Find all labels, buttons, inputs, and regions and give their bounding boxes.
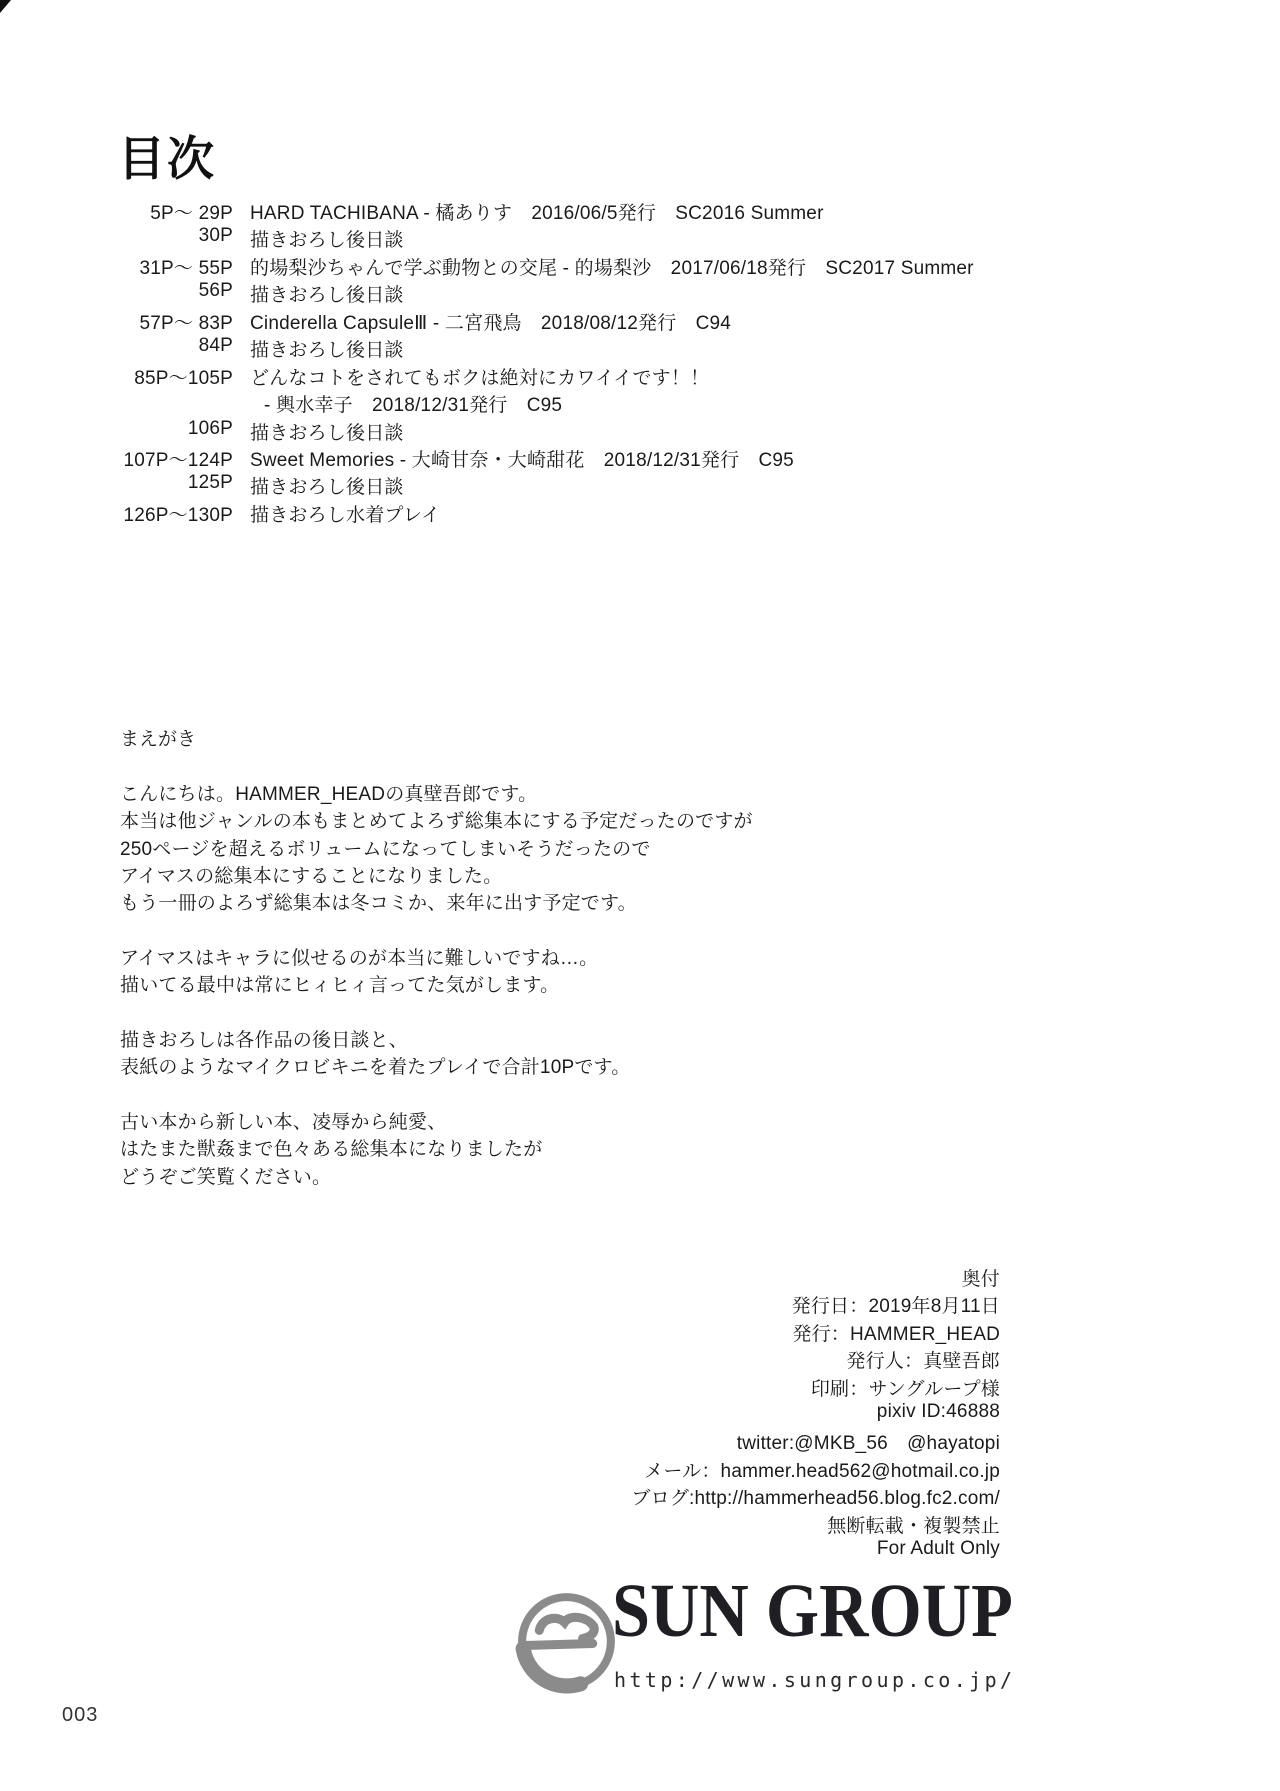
colophon-no-reproduction-notice: 無断転載・複製禁止 — [827, 1515, 1000, 1537]
colophon-adult-only-notice: For Adult Only — [876, 1537, 1000, 1559]
toc-page-range: 106P — [187, 417, 233, 439]
toc-page-range: 85P〜105P — [134, 367, 233, 389]
foreword-line: アイマスの総集本にすることになりました。 — [120, 866, 503, 888]
foreword-line: 本当は他ジャンルの本もまとめてよろず総集本にする予定だったのですが — [120, 811, 753, 833]
toc-page-range: 57P〜 83P — [139, 312, 233, 334]
toc-entry-title: Sweet Memories - 大崎甘奈・大崎甜花 2018/12/31発行 C95 — [250, 449, 794, 471]
foreword-heading: まえがき — [120, 729, 197, 750]
colophon-blog-url: ブログ:http://hammerhead56.blog.fc2.com/ — [631, 1488, 1000, 1510]
toc-page-range: 107P〜124P — [123, 449, 233, 471]
colophon-publisher: 発行：HAMMER_HEAD — [792, 1323, 1000, 1345]
toc-row — [100, 308, 1200, 335]
toc-row — [100, 225, 1200, 252]
foreword-line: こんにちは。HAMMER_HEADの真壁吾郎です。 — [120, 784, 538, 805]
foreword-blank-line — [120, 1080, 880, 1107]
toc-page-range: 31P〜 55P — [139, 257, 233, 279]
toc-row — [100, 198, 1200, 225]
colophon — [560, 1264, 1000, 1565]
foreword-line: アイマスはキャラに似せるのが本当に難しいですね…。 — [120, 948, 599, 970]
toc-entry-title: 描きおろし後日談 — [250, 285, 404, 307]
colophon-pixiv-id: pixiv ID:46888 — [876, 1400, 1000, 1422]
toc-entry-title: Cinderella CapsuleⅢ - 二宮飛鳥 2018/08/12発行 C94 — [250, 312, 732, 334]
toc-entry-title: 描きおろし水着プレイ — [250, 504, 441, 526]
foreword-line: 描きおろしは各作品の後日談と、 — [120, 1030, 409, 1052]
printer-url: http://www.sungroup.co.jp/ — [614, 1668, 1016, 1692]
toc-entry-title: 描きおろし後日談 — [250, 340, 404, 362]
toc-row — [100, 500, 1200, 527]
toc-row — [100, 472, 1200, 499]
toc-page-range: 30P — [198, 225, 233, 247]
sun-group-logo-icon — [505, 1584, 628, 1705]
toc-entry-title: HARD TACHIBANA - 橘ありす 2016/06/5発行 SC2016 Summer — [250, 203, 824, 224]
toc-entry-title: 描きおろし後日談 — [250, 230, 404, 252]
table-of-contents — [100, 198, 1200, 527]
foreword-blank-line — [120, 998, 880, 1025]
foreword-line: 古い本から新しい本、凌辱から純愛、 — [120, 1112, 447, 1134]
page-number: 003 — [62, 1704, 99, 1726]
toc-entry-title: どんなコトをされてもボクは絶対にカワイイです！！ — [250, 367, 710, 389]
toc-page-range: 126P〜130P — [123, 504, 233, 526]
colophon-twitter: twitter:@MKB_56 @hayatopi — [736, 1433, 1000, 1455]
toc-page-range: 125P — [187, 472, 233, 494]
foreword-body — [120, 779, 880, 1189]
foreword-line: 250ページを超えるボリュームになってしまいそうだったので — [120, 838, 651, 860]
printer-logo-block — [505, 1569, 1065, 1712]
colophon-printer: 印刷：サングループ様 — [810, 1378, 1000, 1400]
toc-page-range: 56P — [198, 280, 233, 302]
toc-entry-title: 的場梨沙ちゃんで学ぶ動物との交尾 - 的場梨沙 2017/06/18発行 SC2017 Summer — [250, 257, 974, 279]
foreword-line: どうぞご笑覧ください。 — [120, 1166, 332, 1188]
printer-name: SUN GROUP — [612, 1569, 1013, 1653]
colophon-issuer: 発行人：真壁吾郎 — [846, 1351, 1000, 1373]
foreword-line: 表紙のようなマイクロビキニを着たプレイで合計10Pです。 — [120, 1057, 631, 1079]
colophon-publication-date: 発行日：2019年8月11日 — [791, 1296, 1000, 1318]
toc-entry-title: 描きおろし後日談 — [250, 477, 404, 499]
toc-row — [100, 445, 1200, 472]
toc-row — [100, 335, 1200, 362]
foreword-line: もう一冊のよろず総集本は冬コミか、来年に出す予定です。 — [120, 893, 637, 915]
toc-page-range: 5P〜 29P — [150, 203, 233, 224]
toc-row — [100, 280, 1200, 307]
scan-corner-artifact — [0, 0, 11, 13]
colophon-heading: 奥付 — [961, 1269, 1000, 1290]
foreword-blank-line — [120, 916, 880, 943]
toc-row — [100, 418, 1200, 445]
toc-row — [100, 253, 1200, 280]
toc-row — [100, 363, 1200, 390]
foreword-line: はたまた獣姦まで色々ある総集本になりましたが — [120, 1139, 543, 1161]
toc-entry-title: 描きおろし後日談 — [250, 422, 404, 444]
toc-entry-title-continuation: - 輿水幸子 2018/12/31発行 C95 — [264, 395, 563, 417]
toc-page-range: 84P — [198, 335, 233, 357]
colophon-email: メール：hammer.head562@hotmail.co.jp — [644, 1460, 1000, 1482]
foreword-line: 描いてる最中は常にヒィヒィ言ってた気がします。 — [120, 975, 560, 997]
page-title: 目次 — [118, 132, 216, 185]
toc-row — [100, 390, 1200, 417]
